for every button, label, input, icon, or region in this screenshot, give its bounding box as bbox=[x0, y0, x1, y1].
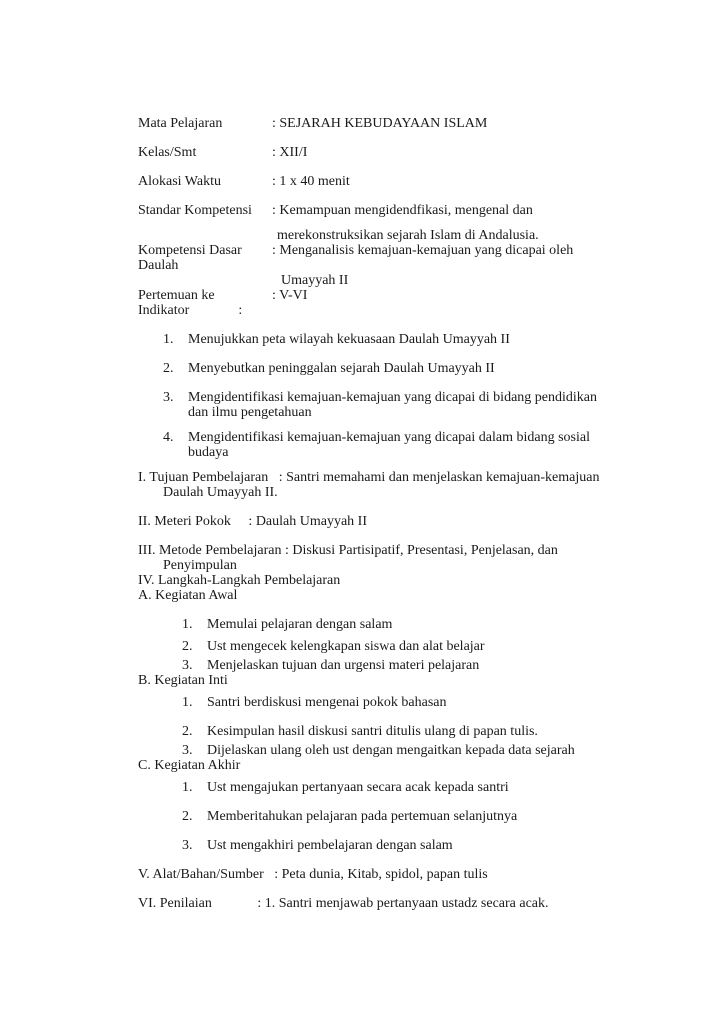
list-number: 2. bbox=[182, 809, 193, 824]
indikator-item-3 bbox=[138, 390, 632, 405]
list-number: 2. bbox=[182, 639, 193, 654]
section-langkah-pembelajaran: IV. Langkah-Langkah Pembelajaran bbox=[138, 573, 341, 588]
field-pertemuan-ke bbox=[138, 288, 632, 303]
list-text: Menujukkan peta wilayah kekuasaan Daulah Umayyah II bbox=[188, 332, 510, 347]
field-kelas-smt bbox=[138, 145, 632, 160]
section-tujuan-continuation: Daulah Umayyah II. bbox=[163, 485, 278, 500]
kegiatan-akhir-item-2 bbox=[138, 809, 632, 824]
section-metode-continuation: Penyimpulan bbox=[163, 558, 237, 573]
field-label: Mata Pelajaran bbox=[138, 116, 223, 131]
list-text: Menyebutkan peninggalan sejarah Daulah Umayyah II bbox=[188, 361, 495, 376]
list-text: Mengidentifikasi kemajuan-kemajuan yang dicapai dalam bidang sosial bbox=[188, 430, 590, 445]
list-number: 3. bbox=[182, 743, 193, 758]
kegiatan-awal-heading: A. Kegiatan Awal bbox=[138, 588, 238, 603]
indikator-item-1 bbox=[138, 332, 632, 347]
list-text: Ust mengecek kelengkapan siswa dan alat belajar bbox=[207, 639, 485, 654]
field-label: Pertemuan ke bbox=[138, 288, 215, 303]
list-number: 1. bbox=[163, 332, 174, 347]
field-mata-pelajaran bbox=[138, 116, 632, 131]
list-number: 2. bbox=[182, 724, 193, 739]
kompetensi-dasar-wrap: Daulah bbox=[138, 258, 179, 273]
kegiatan-inti-item-1 bbox=[138, 695, 632, 710]
field-kompetensi-dasar bbox=[138, 243, 632, 258]
kegiatan-inti-item-3 bbox=[138, 743, 632, 758]
list-text: Memulai pelajaran dengan salam bbox=[207, 617, 393, 632]
field-alokasi-waktu bbox=[138, 174, 632, 189]
field-value: : 1 x 40 menit bbox=[272, 174, 350, 189]
field-value: : SEJARAH KEBUDAYAAN ISLAM bbox=[272, 116, 488, 131]
list-text: Menjelaskan tujuan dan urgensi materi pelajaran bbox=[207, 658, 480, 673]
field-label: Kelas/Smt bbox=[138, 145, 197, 160]
indikator-item-4-continuation: budaya bbox=[188, 445, 229, 460]
kegiatan-inti-heading: B. Kegiatan Inti bbox=[138, 673, 228, 688]
kegiatan-akhir-item-1 bbox=[138, 780, 632, 795]
section-penilaian: VI. Penilaian : 1. Santri menjawab pertanyaan ustadz secara acak. bbox=[138, 896, 549, 911]
list-text: Kesimpulan hasil diskusi santri ditulis ulang di papan tulis. bbox=[207, 724, 538, 739]
list-text: Santri berdiskusi mengenai pokok bahasan bbox=[207, 695, 447, 710]
kegiatan-awal-item-2 bbox=[138, 639, 632, 654]
kegiatan-akhir-heading: C. Kegiatan Akhir bbox=[138, 758, 241, 773]
list-number: 4. bbox=[163, 430, 174, 445]
field-label: Alokasi Waktu bbox=[138, 174, 221, 189]
list-number: 1. bbox=[182, 780, 193, 795]
list-number: 1. bbox=[182, 617, 193, 632]
section-tujuan-pembelajaran: I. Tujuan Pembelajaran : Santri memahami dan menjelaskan kemajuan-kemajuan bbox=[138, 470, 600, 485]
field-value: : Kemampuan mengidendfikasi, mengenal dan bbox=[272, 203, 533, 218]
list-text: Dijelaskan ulang oleh ust dengan mengaitkan kepada data sejarah bbox=[207, 743, 575, 758]
list-number: 3. bbox=[182, 838, 193, 853]
field-standar-kompetensi bbox=[138, 203, 632, 218]
list-number: 3. bbox=[182, 658, 193, 673]
indikator-item-3-continuation: dan ilmu pengetahuan bbox=[188, 405, 312, 420]
standar-kompetensi-continuation: merekonstruksikan sejarah Islam di Andalusia. bbox=[277, 228, 539, 243]
list-text: Ust mengakhiri pembelajaran dengan salam bbox=[207, 838, 453, 853]
list-text: Mengidentifikasi kemajuan-kemajuan yang dicapai di bidang pendidikan bbox=[188, 390, 597, 405]
kegiatan-awal-item-1 bbox=[138, 617, 632, 632]
section-metode-pembelajaran: III. Metode Pembelajaran : Diskusi Partisipatif, Presentasi, Penjelasan, dan bbox=[138, 543, 558, 558]
kompetensi-dasar-continuation: Umayyah II bbox=[281, 273, 349, 288]
section-materi-pokok: II. Meteri Pokok : Daulah Umayyah II bbox=[138, 514, 367, 529]
list-text: Ust mengajukan pertanyaan secara acak kepada santri bbox=[207, 780, 509, 795]
kegiatan-awal-item-3 bbox=[138, 658, 632, 673]
list-number: 2. bbox=[163, 361, 174, 376]
field-label: Kompetensi Dasar bbox=[138, 243, 242, 258]
kegiatan-inti-item-2 bbox=[138, 724, 632, 739]
list-number: 1. bbox=[182, 695, 193, 710]
indikator-heading: Indikator : bbox=[138, 303, 243, 318]
indikator-item-4 bbox=[138, 430, 632, 445]
field-value: : V-VI bbox=[272, 288, 308, 303]
field-value: : XII/I bbox=[272, 145, 308, 160]
list-number: 3. bbox=[163, 390, 174, 405]
section-alat-bahan-sumber: V. Alat/Bahan/Sumber : Peta dunia, Kitab, spidol, papan tulis bbox=[138, 867, 488, 882]
field-label: Standar Kompetensi bbox=[138, 203, 252, 218]
kegiatan-akhir-item-3 bbox=[138, 838, 632, 853]
list-text: Memberitahukan pelajaran pada pertemuan selanjutnya bbox=[207, 809, 518, 824]
indikator-item-2 bbox=[138, 361, 632, 376]
field-value: : Menganalisis kemajuan-kemajuan yang dicapai oleh bbox=[272, 243, 574, 258]
